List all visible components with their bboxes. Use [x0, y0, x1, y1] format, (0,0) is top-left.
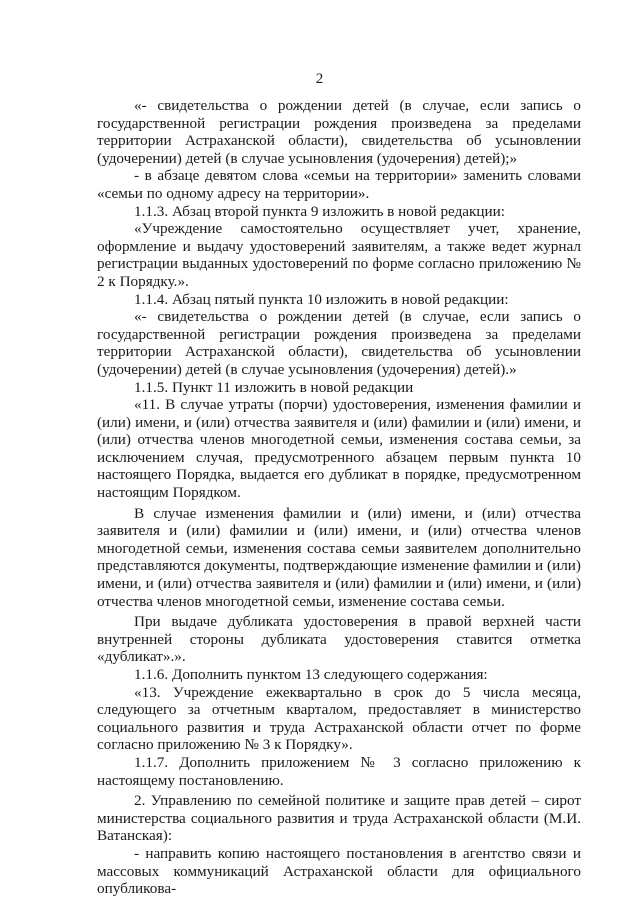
- paragraph: - в абзаце девятом слова «семьи на территории» заменить словами «семьи по одному адресу на территории».: [97, 167, 581, 202]
- paragraph: 1.1.5. Пункт 11 изложить в новой редакции: [134, 378, 414, 396]
- paragraph: 1.1.7. Дополнить приложением № 3 согласно приложению к настоящему постановлению.: [97, 753, 581, 789]
- paragraph: «13. Учреждение ежеквартально в срок до 5 числа месяца, следующего за отчетным кварталом, предоставляет в министерство социального развития и труда Астраханской области отчет по форме согласно приложению № 3 к Порядку».: [97, 683, 581, 754]
- paragraph: «Учреждение самостоятельно осуществляет учет, хранение, оформление и выдачу удостоверений заявителям, а также ведет журнал регистрации выданных удостоверений по форме согласно приложению № 2 к Порядку.».: [97, 220, 581, 290]
- paragraph: - направить копию настоящего постановления в агентство связи и массовых коммуникаций Астраханской области для официального опубликова-: [97, 844, 581, 898]
- paragraph: «11. В случае утраты (порчи) удостоверения, изменения фамилии и (или) имени, и (или) отчества заявителя и (или) фамилии и (или) имени, и (или) отчества членов многодетной семьи, изменения состава семьи, за исключением случая, предусмотренного абзацем первым пункта 10 настоящего Порядка, выдается его дубликат в порядке, предусмотренном настоящим Порядком.: [97, 396, 581, 502]
- paragraph: «- свидетельства о рождении детей (в случае, если запись о государственной регистрации рождения произведена за пределами территории Астраханской области), свидетельства об усыновлении (удочерении) детей (в случае усыновления (удочерения) детей);»: [97, 97, 581, 167]
- paragraph: 1.1.6. Дополнить пунктом 13 следующего содержания:: [134, 666, 488, 683]
- document-body: [97, 97, 581, 898]
- paragraph: 1.1.4. Абзац пятый пункта 10 изложить в новой редакции:: [134, 290, 509, 308]
- page-number: 2: [315, 71, 324, 87]
- paragraph: 1.1.3. Абзац второй пункта 9 изложить в новой редакции:: [134, 202, 506, 220]
- paragraph: При выдаче дубликата удостоверения в правой верхней части внутренней стороны дубликата удостоверения ставится отметка «дубликат».».: [97, 613, 581, 666]
- paragraph: В случае изменения фамилии и (или) имени, и (или) отчества заявителя и (или) фамилии и (или) имени, и (или) отчества членов многодетной семьи, изменения состава семьи заявителем дополнительно представляются документы, подтверждающие изменение фамилии и (или) имени, и (или) отчества заявителя и (или) фамилии и (или) имени, и (или) отчества членов многодетной семьи, изменение состава семьи.: [97, 504, 581, 610]
- paragraph: «- свидетельства о рождении детей (в случае, если запись о государственной регистрации рождения произведена за пределами территории Астраханской области), свидетельства об усыновлении (удочерении) детей (в случае усыновления (удочерения) детей).»: [97, 308, 581, 378]
- paragraph: 2. Управлению по семейной политике и защите прав детей – сирот министерства социального развития и труда Астраханской области (М.И. Ватанская):: [97, 792, 581, 845]
